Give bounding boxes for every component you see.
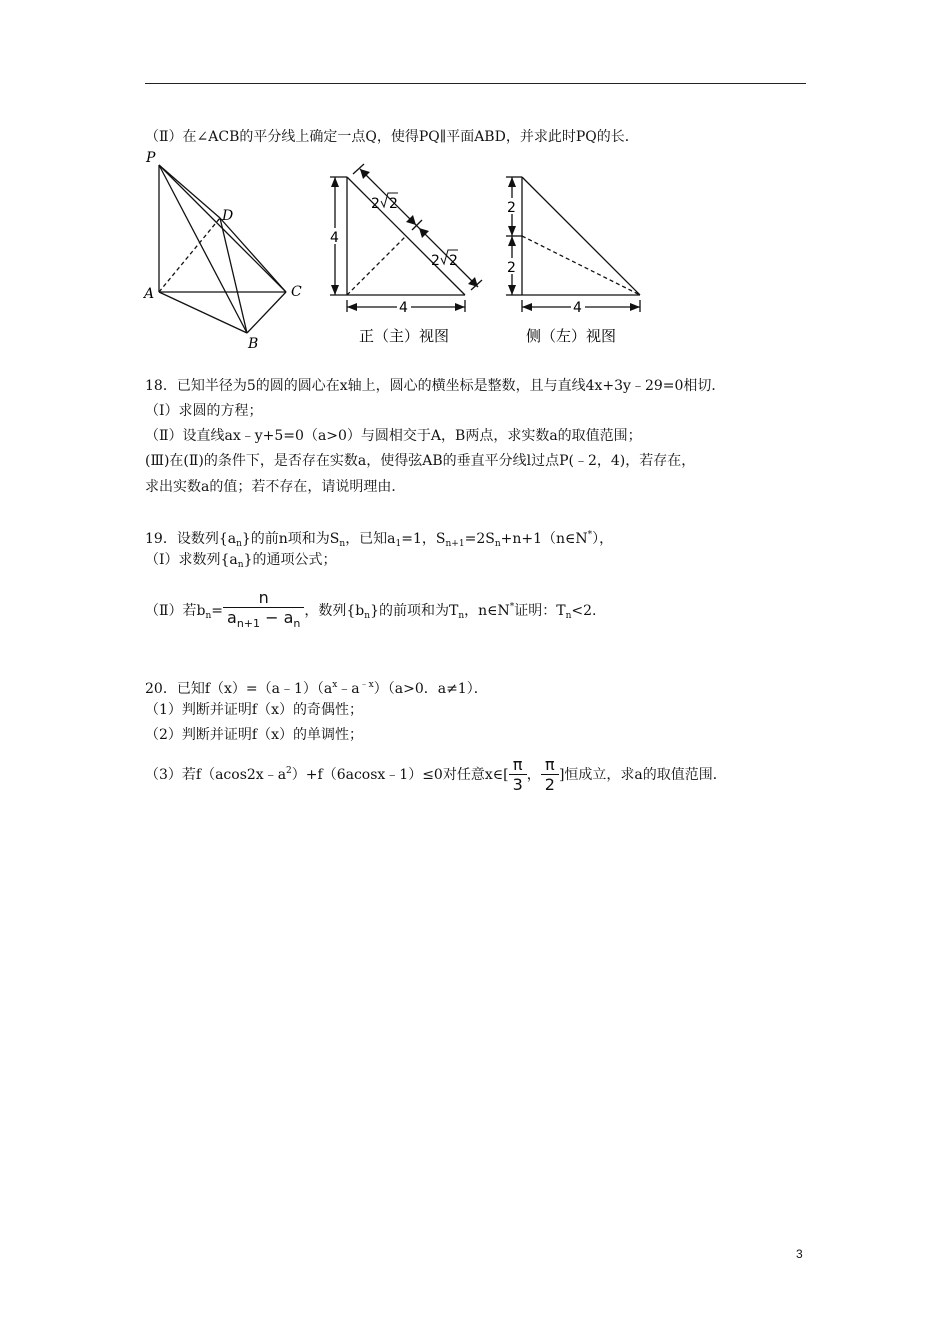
figures bbox=[140, 150, 660, 355]
front-view-caption: 正（主）视图 bbox=[359, 327, 450, 345]
q18-part3: (Ⅲ)在(Ⅱ)的条件下，是否存在实数a，使得弦AB的垂直平分线l过点P(﹣2，4)，若存在， bbox=[145, 453, 696, 469]
front-diag-label-1 bbox=[371, 193, 398, 212]
bn-fraction: $\frac{n}{a_{n+1} - a_n}$ bbox=[223, 589, 304, 634]
q19-part1: （Ⅰ）求数列$\{a_n\}$的通项公式； bbox=[145, 552, 337, 570]
q19-stem: 19．设数列$\{a_n\}$的前n项和为$S_n$，已知$a_1=1$，$S_{n+1}=2S_n+n+1(n\in N^*)$， bbox=[145, 530, 614, 549]
label-B: B bbox=[248, 336, 259, 352]
side-upper-length: 2 bbox=[507, 200, 516, 216]
label-A: A bbox=[144, 286, 155, 302]
pi-over-3-fraction: $\frac{\pi}{3}$ bbox=[509, 756, 527, 795]
front-view bbox=[330, 164, 482, 312]
side-bottom-length: 4 bbox=[573, 300, 582, 316]
front-side-length: 4 bbox=[330, 230, 339, 246]
label-D: D bbox=[222, 208, 234, 224]
q18-part3-cont: 求出实数a的值；若不存在，请说明理由． bbox=[145, 479, 406, 495]
pi-over-2-fraction: $\frac{\pi}{2}$ bbox=[541, 756, 559, 795]
svg-text:2: 2 bbox=[449, 253, 458, 269]
q20-stem: 20．已知$f(x)=(a﹣1)(a^x﹣a^{﹣x})(a>0$．a≠1）． bbox=[145, 680, 488, 697]
side-view-arrows bbox=[508, 177, 640, 311]
header-rule bbox=[145, 83, 806, 84]
page-number: 3 bbox=[796, 1247, 803, 1261]
front-bottom-length: 4 bbox=[399, 300, 408, 316]
svg-text:2: 2 bbox=[389, 196, 398, 212]
side-view-caption: 侧（左）视图 bbox=[526, 327, 617, 345]
svg-text:2: 2 bbox=[371, 196, 380, 212]
q20-part1: （1）判断并证明f（x）的奇偶性； bbox=[145, 702, 363, 718]
q19-part2: （Ⅱ）若$b_n=$ $\frac{n}{a_{n+1} - a_n}$ ，数列$\{b_n\}$的前项和为$T_n$，n∈N*证明：$T_n<2$. bbox=[145, 586, 596, 637]
solid-figure bbox=[159, 165, 286, 333]
q18-stem: 18．已知半径为5的圆的圆心在x轴上，圆心的横坐标是整数，且与直线4x+3y﹣29=0相切． bbox=[145, 378, 726, 394]
label-P: P bbox=[146, 150, 156, 166]
q18-part1: （Ⅰ）求圆的方程； bbox=[145, 403, 263, 419]
q20-part2: （2）判断并证明f（x）的单调性； bbox=[145, 727, 363, 743]
side-view bbox=[506, 177, 640, 312]
svg-text:2: 2 bbox=[431, 253, 440, 269]
q20-part3: （3）若$f(acos2x﹣a^2)+f(6acosx﹣1)\le 0$对任意x∈[ $\frac{\pi}{3}$ ， $\frac{\pi}{2}$ ]恒成立，求a的取值范围． bbox=[145, 754, 727, 794]
label-C: C bbox=[291, 284, 302, 300]
side-lower-length: 2 bbox=[507, 260, 516, 276]
q18-part2: （Ⅱ）设直线ax﹣y+5=0（a>0）与圆相交于A，B两点，求实数a的取值范围； bbox=[145, 428, 642, 444]
q17-part2: （Ⅱ）在∠ACB的平分线上确定一点Q，使得PQ∥平面ABD，并求此时PQ的长． bbox=[145, 129, 639, 145]
